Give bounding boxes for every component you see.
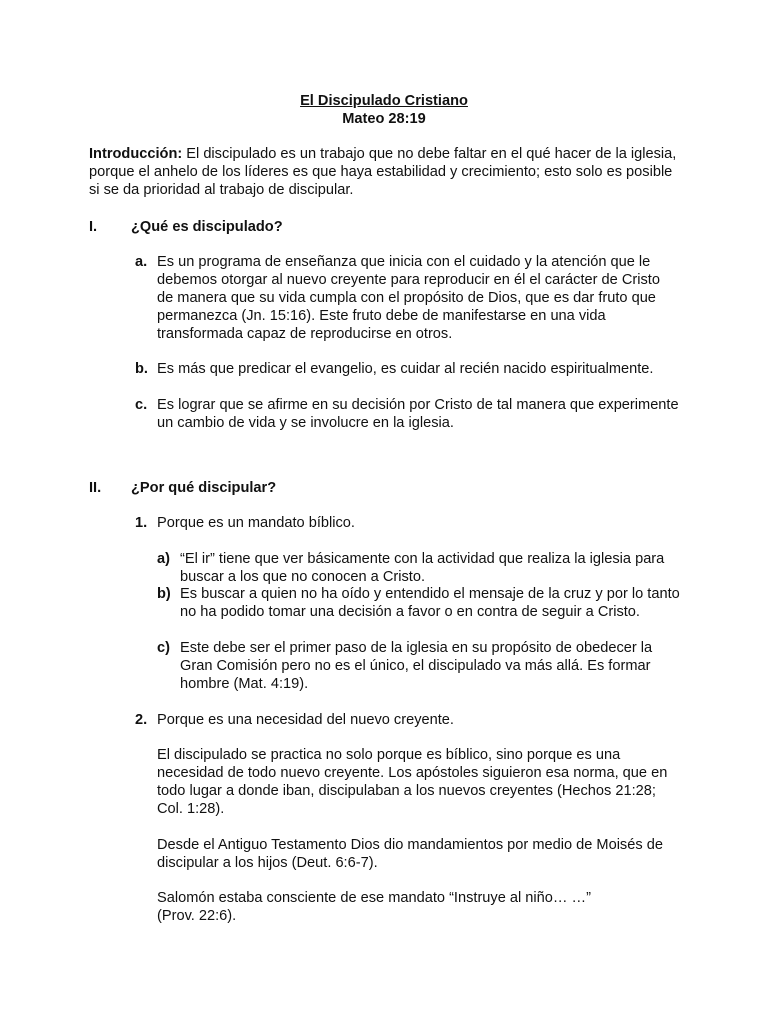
body-paragraph: Desde el Antiguo Testamento Dios dio mandamientos por medio de Moisés de discipular a los hijos (Deut. 6:6-7).	[157, 837, 663, 871]
section-heading-1	[89, 218, 283, 236]
sub-list-item	[157, 550, 680, 586]
list-item-text: Es más que predicar el evangelio, es cuidar al recién nacido espiritualmente.	[157, 361, 654, 377]
section-title: ¿Por qué discipular?	[131, 480, 277, 496]
list-item	[135, 253, 680, 343]
list-marker: 2.	[135, 712, 148, 728]
list-marker: 1.	[135, 515, 148, 531]
sub-list-item-text: Este debe ser el primer paso de la iglesia en su propósito de obedecer la Gran Comisión pero no es el único, el discipulado va más allá. Es formar hombre (Mat. 4:19).	[180, 640, 653, 692]
sub-list-marker: c)	[157, 640, 170, 656]
section-heading-2	[89, 479, 276, 497]
body-paragraph: Salomón estaba consciente de ese mandato “Instruye al niño… …”	[157, 890, 592, 906]
list-marker: b.	[135, 361, 148, 377]
body-paragraph: (Prov. 22:6).	[157, 908, 237, 924]
section-number: I.	[89, 219, 98, 235]
list-item	[135, 360, 680, 378]
list-item-text: Es un programa de enseñanza que inicia con el cuidado y la atención que le debemos otorgar al nuevo creyente para reproducir en él el carácter de Cristo de manera que su vida cumpla con el propósito de Dios, que es dar fruto que permanezca (Jn. 15:16). Este fruto debe de manifestarse en una vida transformada capaz de reproducirse en otros.	[157, 254, 660, 342]
document-title: El Discipulado Cristiano	[300, 93, 468, 109]
list-item	[135, 711, 680, 729]
sub-list-item-text: Es buscar a quien no ha oído y entendido el mensaje de la cruz y por lo tanto no ha podido tomar una decisión a favor o en contra de seguir a Cristo.	[180, 586, 680, 620]
section-title: ¿Qué es discipulado?	[131, 219, 283, 235]
list-item-text: Es lograr que se afirme en su decisión por Cristo de tal manera que experimente un cambio de vida y se involucre en la iglesia.	[157, 397, 679, 431]
body-paragraph: El discipulado se practica no solo porque es bíblico, sino porque es una necesidad de todo nuevo creyente. Los apóstoles siguieron esa norma, que en todo lugar a donde iban, discipulaban a los nuevos creyentes (Hechos 21:28; Col. 1:28).	[157, 747, 668, 817]
introduction-paragraph	[89, 145, 679, 199]
sub-list-item	[157, 639, 680, 693]
list-item-text: Porque es un mandato bíblico.	[157, 515, 355, 531]
introduction-text: El discipulado es un trabajo que no debe faltar en el qué hacer de la iglesia, porque el anhelo de los líderes es que haya estabilidad y crecimiento; esto solo es posible si se da prioridad al trabajo de discipular.	[89, 146, 677, 198]
section-number: II.	[89, 480, 102, 496]
sub-list-marker: a)	[157, 551, 170, 567]
list-marker: c.	[135, 397, 148, 413]
list-item-text: Porque es una necesidad del nuevo creyente.	[157, 712, 454, 728]
list-marker: a.	[135, 254, 148, 270]
list-item	[135, 396, 680, 432]
sub-list-marker: b)	[157, 586, 171, 602]
sub-list-item-text: “El ir” tiene que ver básicamente con la actividad que realiza la iglesia para buscar a los que no conocen a Cristo.	[180, 551, 665, 585]
sub-list-item	[157, 585, 680, 621]
introduction-label: Introducción:	[89, 146, 183, 162]
list-item	[135, 514, 680, 532]
scripture-reference: Mateo 28:19	[342, 111, 426, 127]
